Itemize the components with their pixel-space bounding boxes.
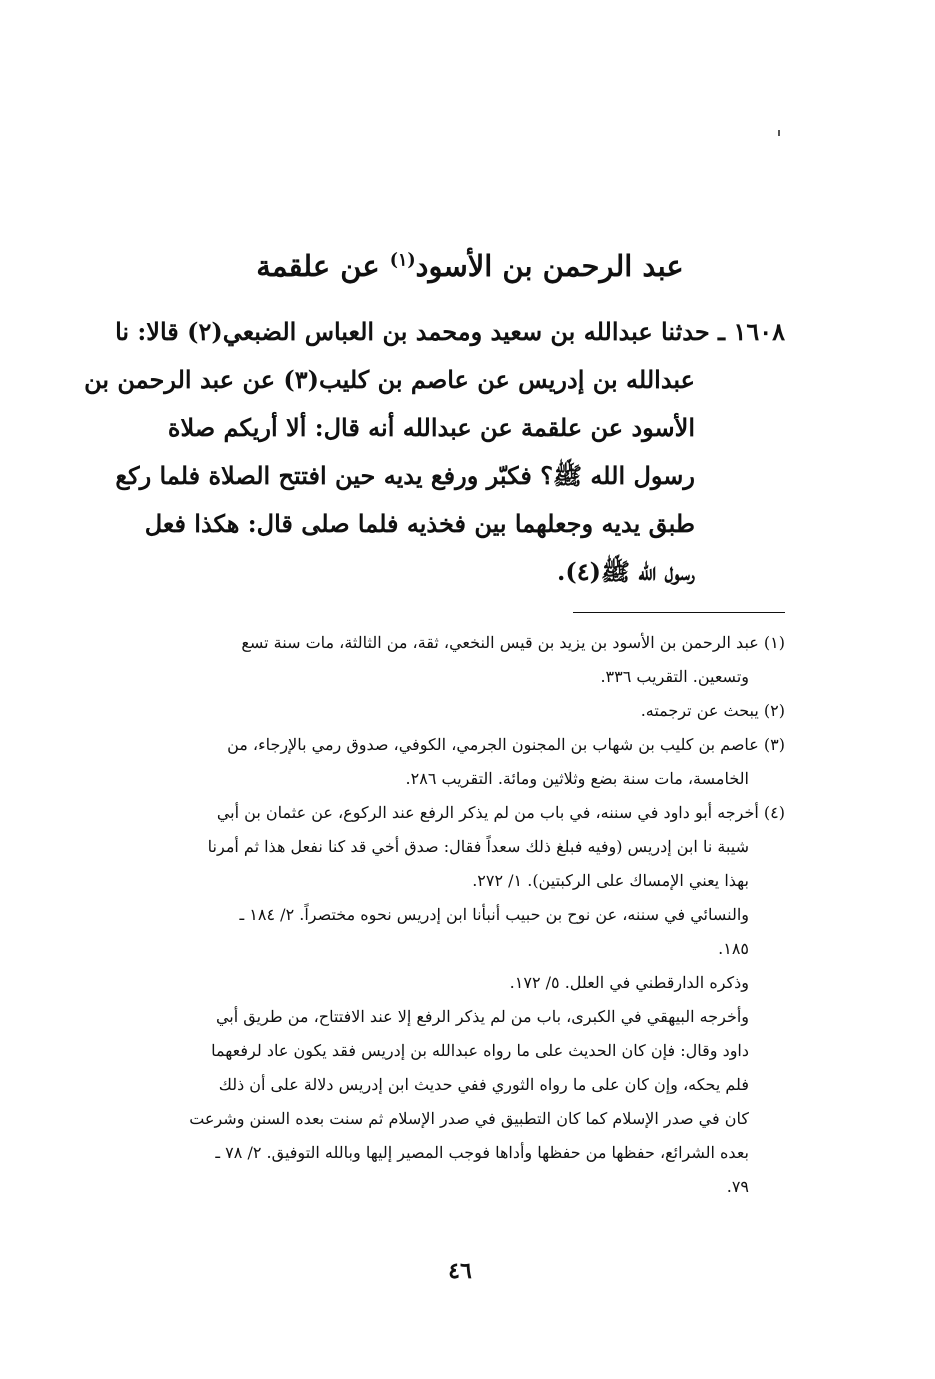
footnote-4-bayhaqi-line-1: وأخرجه البيهقي في الكبرى، باب من لم يذكر الرفع إلا عند الافتتاح، من طريق أبي bbox=[215, 1007, 749, 1026]
chapter-title-suffix: عن علقمة bbox=[256, 249, 390, 283]
footnote-4-bayhaqi-line-2: داود وقال: فإن كان الحديث على ما رواه عبدالله بن إدريس فقد يكون عاد لرفعهما bbox=[211, 1041, 749, 1060]
footnote-3-line-2: الخامسة، مات سنة بضع وثلاثين ومائة. التقريب ٢٨٦. bbox=[405, 769, 749, 788]
margin-mark bbox=[778, 130, 780, 136]
footnote-1 bbox=[85, 626, 785, 694]
footnote-3 bbox=[85, 728, 785, 796]
hadith-line-2: عبدالله بن إدريس عن عاصم بن كليب(٣) عن عبد الرحمن بن bbox=[84, 365, 695, 394]
footnote-1-line-2: وتسعين. التقريب ٣٣٦. bbox=[600, 667, 749, 686]
footnote-4 bbox=[85, 796, 785, 1204]
footnote-4-bayhaqi bbox=[85, 1000, 785, 1204]
hadith-line-5: طبق يديه وجعلهما بين فخذيه فلما صلى قال: هكذا فعل bbox=[144, 509, 695, 538]
hadith-line-4: رسول الله ﷺ؟ فكبّر ورفع يديه حين افتتح الصلاة فلما ركع bbox=[115, 461, 695, 490]
footnote-4-bayhaqi-line-6: ٧٩. bbox=[726, 1177, 749, 1196]
footnote-separator bbox=[573, 612, 785, 613]
footnote-3-line-1: (٣) عاصم بن كليب بن شهاب بن المجنون الجرمي، الكوفي، صدوق رمي بالإرجاء، من bbox=[227, 735, 785, 754]
footnote-4-bayhaqi-line-3: فلم يحكه، وإن كان على ما رواه الثوري ففي حديث ابن إدريس دلالة على أن ذلك bbox=[218, 1075, 749, 1094]
footnote-4-nasai-line-2: ١٨٥. bbox=[718, 939, 749, 958]
footnote-4-nasai bbox=[85, 898, 785, 966]
hadith-line-6: رسول الله ﷺ(٤). bbox=[557, 557, 695, 586]
page-number: ٤٦ bbox=[448, 1258, 472, 1284]
title-footnote-ref: (١) bbox=[389, 250, 416, 271]
footnote-4-line-2: شيبة نا ابن إدريس (وفيه فبلغ ذلك سعداً فقال: صدق أخي قد كنا نفعل هذا ثم أمرنا bbox=[207, 837, 749, 856]
footnote-2 bbox=[85, 694, 785, 728]
chapter-title bbox=[150, 244, 790, 288]
footnote-4-daraqutni-line-1: وذكره الدارقطني في العلل. ٥/ ١٧٢. bbox=[509, 973, 749, 992]
footnote-1-line-1: (١) عبد الرحمن بن الأسود بن يزيد بن قيس النخعي، ثقة، من الثالثة، مات سنة تسع bbox=[241, 633, 785, 652]
footnote-4-daraqutni bbox=[85, 966, 785, 1000]
hadith-line-3: الأسود عن علقمة عن عبدالله أنه قال: ألا أريكم صلاة bbox=[167, 413, 695, 442]
footnote-4-bayhaqi-line-4: كان في صدر الإسلام كما كان التطبيق في صدر الإسلام ثم سنت بعده السنن وشرعت bbox=[189, 1109, 749, 1128]
hadith-continuation bbox=[85, 356, 785, 596]
footnote-4-bayhaqi-line-5: بعده الشرائع، حفظها من حفظها وأداها فوجب المصير إليها وبالله التوفيق. ٢/ ٧٨ ـ bbox=[215, 1143, 749, 1162]
hadith-line-1: ١٦٠٨ ـ حدثنا عبدالله بن سعيد ومحمد بن العباس الضبعي(٢) قالا: نا bbox=[115, 317, 785, 346]
footnote-2-line-1: (٢) يبحث عن ترجمته. bbox=[640, 701, 785, 720]
footnote-4-line-1: (٤) أخرجه أبو داود في سننه، في باب من لم يذكر الرفع عند الركوع، عن عثمان بن أبي bbox=[216, 803, 785, 822]
footnotes bbox=[85, 626, 785, 1204]
hadith-text bbox=[85, 308, 785, 596]
footnote-4-nasai-line-1: والنسائي في سننه، عن نوح بن حبيب أنبأنا ابن إدريس نحوه مختصراً. ٢/ ١٨٤ ـ bbox=[239, 905, 749, 924]
chapter-title-text: عبد الرحمن بن الأسود bbox=[415, 249, 684, 283]
footnote-4-line-3: بهذا يعني الإمساك على الركبتين). ١/ ٢٧٢. bbox=[472, 871, 749, 890]
